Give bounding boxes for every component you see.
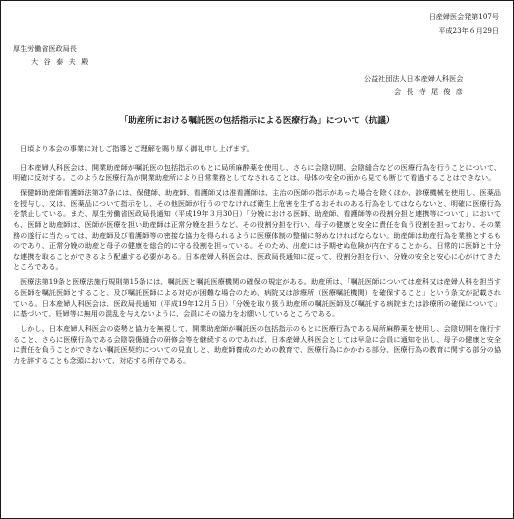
document-date: 平成23年６月29日 — [438, 26, 499, 35]
greeting-paragraph: 日頃より本会の事業に対しご指導とご理解を賜り厚く御礼申し上げます。 — [20, 144, 254, 153]
body-paragraph: 医療法第19条と医療法施行規則第15条には、嘱託医と嘱託医療機関の確保の規定がある。助産所は、「嘱託医師については産科又は産婦人科を担当する医師を嘱託医師とすること、及び嘱託医師による対応が困難な場合のため、病院又は診療所（医療嘱託機関）を確保すること」という条文が記載されている。日本産婦人科医会は、医政局長通知（平成19年12月５日）「分娩を取り扱う助産所の嘱託医師及び嘱託する病院または診療所の確保について」に基づいて、妊婦等に無用の混乱を与えないように、会員にその協力をお願いしているところである。 — [13, 277, 501, 319]
document-title: 「助産所における嘱託医の包括指示による医療行為」について（抗議） — [119, 116, 395, 126]
body-paragraph: 保健師助産師看護師法第37条には、保健師、助産師、看護師又は准看護師は、主治の医師の指示があった場合を除くほか、診療機械を使用し、医薬品を授与し、又は、医薬品について指示をし、その他医師が行うのでなければ衛生上危害を生ずるおそれのある行為をしてはならないと、明確に医療行為を禁止している。また、厚生労働省医政局長通知（平成19年３月30日）「分娩における医師、助産師、看護師等の役割分担と連携等について」においても、医師と助産師は、医師が医療を担い助産師は正常分娩を担うなど、その役割分担を行い、母子の健康と安全に責任を負う役割を担っており、その業務の遂行に当たっては、助産師及び看護師等の密接な協力を得られるように医療体制の整備に努めなければならない。助産師は助産行為を業務とするものであり、正常分娩の助産と母子の健康を総合的に守る役割を担っている。そのため、出産には予期せぬ危険が内在することから、日常的に医師と十分な連携を取ることができるよう配慮する必要がある。日本産婦人科医会は、医政局長通知に従って、役割分担を行い、分娩の安全と安心に心がけてきたところである。 — [13, 188, 501, 272]
body-paragraph: 日本産婦人科医会は、開業助産師が嘱託医の包括指示のもとに局所麻酔薬を使用し、さらに会陰切開、会陰縫合などの医療行為を行うことについて、明確に反対する。このような医療行為が開業助産所により日常業務としてなされることは、母体の安全の面から見ても断じて看過することはできない。 — [13, 162, 501, 183]
recipient-name: 大 谷 泰 夫 殿 — [31, 57, 90, 66]
body-paragraph: しかし、日本産婦人科医会の姿勢と協力を無視して、開業助産師が嘱託医の包括指示のもとに医療行為である局所麻酔薬を使用し、会陰切開を施行すること、さらに医療行為である会陰裂傷縫合の研修会等を継続するのであれば、日本産婦人科医会としては早急に会員に通知を出し、母子の健康と安全に責任を負うことができない嘱託医契約についての見直しと、助産師養成のための教育で、医療行為にかかわる部分、医療行為の教育に関する部分の協力を辞することも念頭において、対応する所存である。 — [13, 324, 501, 365]
sender-organization: 公益社団法人日本産婦人科医会 — [364, 74, 464, 83]
sender-name: 会 長 寺 尾 俊 彦 — [394, 87, 465, 96]
document-number: 日産婦医会発第107号 — [428, 12, 499, 21]
document-body — [13, 144, 501, 371]
recipient-title: 厚生労働省医政局長 — [13, 44, 77, 53]
